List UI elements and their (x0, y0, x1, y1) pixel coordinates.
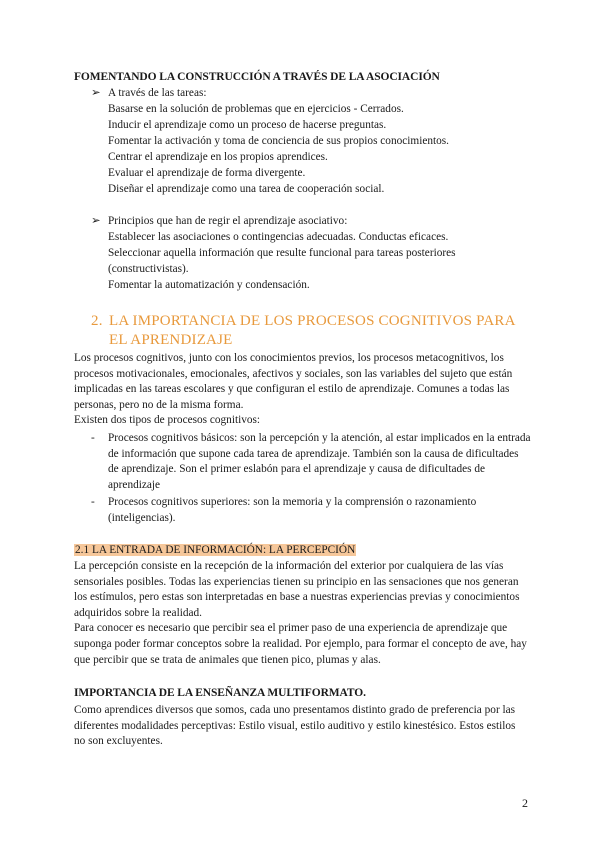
subsection-highlight: 2.1 LA ENTRADA DE INFORMACIÓN: LA PERCEPCIÓN (75, 544, 356, 556)
list2-item: Establecer las asociaciones o contingencias adecuadas. Conductas eficaces. (108, 231, 449, 243)
paragraph-multiformato (74, 703, 529, 750)
list1-item: Basarse en la solución de problemas que en ejercicios - Cerrados. (108, 103, 404, 115)
list1-item: Inducir el aprendizaje como un proceso de hacerse preguntas. (108, 119, 387, 131)
arrow-bullet-icon: ➢ (91, 87, 101, 99)
bullet-item (91, 431, 531, 493)
arrow-bullet-icon: ➢ (91, 215, 101, 227)
dash-bullet: - (91, 496, 95, 508)
list1-item: Centrar el aprendizaje en los propios aprendices. (108, 151, 328, 163)
section-title-line1: LA IMPORTANCIA DE LOS PROCESOS COGNITIVOS PARA (109, 313, 516, 329)
heading-multiformato: IMPORTANCIA DE LA ENSEÑANZA MULTIFORMATO. (74, 687, 366, 699)
subsection-2-1-title (74, 543, 356, 559)
list1-item: Fomentar la activación y toma de conciencia de sus propios conocimientos. (108, 135, 450, 147)
list2-item: (constructivistas). (108, 263, 189, 275)
dash-bullet: - (91, 432, 95, 444)
paragraph-text: Para conocer es necesario que percibir sea el primer paso de una experiencia de aprendizaje que suponga poder formar conceptos sobre la realidad. Por ejemplo, para formar el concepto de ave, hay que percibir que se trata de animales que tienen pico, plumas y alas. (74, 622, 527, 666)
list1-item: Diseñar el aprendizaje como una tarea de cooperación social. (108, 183, 385, 195)
page-number: 2 (522, 796, 528, 810)
paragraph-percepcion (74, 559, 529, 668)
bullet-text: Procesos cognitivos básicos: son la percepción y la atención, al estar implicados en la entrada de información que supone cada tarea de aprendizaje. También son la causa de dificultades de aprendizaje. Son el primer eslabón para el aprendizaje y causa de dificultades de aprendizaje (108, 432, 531, 491)
list1-header (91, 86, 207, 102)
section-number: 2. (91, 313, 103, 329)
list1-item: Evaluar el aprendizaje de forma divergente. (108, 167, 306, 179)
paragraph-text: Los procesos cognitivos, junto con los conocimientos previos, los procesos metacognitivos, los procesos motivacionales, emocionales, afectivos y sociales, son las variables del sujeto que están implicadas en las tareas escolares y que configuran el estilo de aprendizaje. Comunes a todas las personas, pero no de la misma forma. (74, 352, 513, 411)
list1-label: A través de las tareas: (108, 87, 207, 99)
paragraph-text: Como aprendices diversos que somos, cada uno presentamos distinto grado de preferencia por las diferentes modalidades perceptivas: Estilo visual, estilo auditivo y estilo kinestésico. Estos estilos no son excluyentes. (74, 704, 516, 748)
heading-fomentando: FOMENTANDO LA CONSTRUCCIÓN A TRAVÉS DE LA ASOCIACIÓN (74, 71, 440, 83)
section-title-line2: EL APRENDIZAJE (109, 332, 233, 348)
list2-header (91, 214, 347, 230)
bullet-text: Procesos cognitivos superiores: son la memoria y la comprensión o razonamiento (inteligencias). (108, 496, 477, 524)
section-2-title (91, 312, 531, 350)
list2-item: Fomentar la automatización y condensación. (108, 279, 310, 291)
list2-item: Seleccionar aquella información que resulte funcional para tareas posteriores (108, 247, 456, 259)
paragraph-text: La percepción consiste en la recepción de la información del exterior por cualquiera de las vías sensoriales posibles. Todas las experiencias tienen su principio en las sensaciones que nos generan los estímulos, pero estas son interpretadas en base a nuestras experiencias previas y conocimientos adquiridos sobre la realidad. (74, 560, 520, 619)
list2-label: Principios que han de regir el aprendizaje asociativo: (108, 215, 348, 227)
paragraph-text: Existen dos tipos de procesos cognitivos: (74, 414, 261, 427)
paragraph-procesos (74, 351, 529, 429)
bullet-item (91, 495, 531, 526)
